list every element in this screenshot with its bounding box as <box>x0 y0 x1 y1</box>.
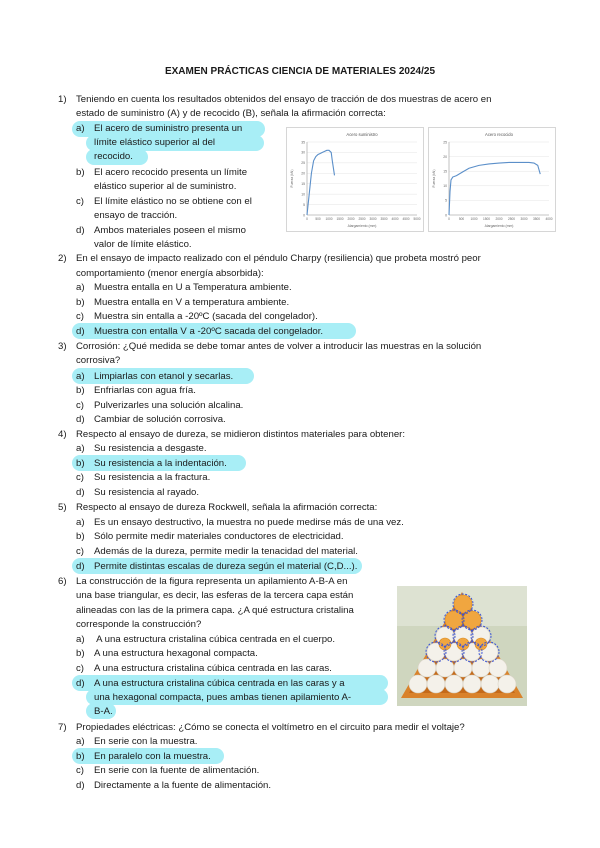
x-tick-label: 4000 <box>391 217 399 221</box>
q4-option-d: d) Su resistencia al rayado. <box>76 487 200 498</box>
y-tick-label: 5 <box>445 198 447 203</box>
q1-option-a-line2: límite elástico superior al del <box>94 137 216 148</box>
q1-text-line1: Teniendo en cuenta los resultados obtenidos del ensayo de tracción de dos muestras de acero en <box>76 94 492 105</box>
x-axis-label: Alargamiento (mm) <box>347 224 377 228</box>
q7-option-d: d) Directamente a la fuente de alimentación. <box>76 780 272 791</box>
q3-option-c: c) Pulverizarles una solución alcalina. <box>76 400 244 411</box>
y-axis-label: Fuerza (kN) <box>432 169 436 188</box>
y-tick-label: 20 <box>443 154 447 159</box>
q2-option-c: c) Muestra sin entalla a -20ºC (sacada del congelador). <box>76 311 318 322</box>
q6-text-line1: La construcción de la figura representa un apilamiento A-B-A en <box>76 576 348 587</box>
q6-option-c: c) A una estructura cristalina cúbica centrada en las caras. <box>76 663 332 674</box>
q2-text-line2: comportamiento (menor energía absorbida): <box>76 268 264 279</box>
q3-option-d: d) Cambiar de solución corrosiva. <box>76 414 226 425</box>
q7-text-line1: Propiedades eléctricas: ¿Cómo se conecta el voltímetro en el circuito para medir el voltaje? <box>76 722 465 733</box>
q6-text-line2: una base triangular, es decir, las esferas de la tercera capa están <box>76 590 354 601</box>
q7-number: 7) <box>58 722 67 733</box>
q2-option-b: b) Muestra entalla en V a temperatura ambiente. <box>76 297 290 308</box>
q5-text-line1: Respecto al ensayo de dureza Rockwell, señala la afirmación correcta: <box>76 502 378 513</box>
x-tick-label: 4500 <box>402 217 410 221</box>
q6-option-a: a) A una estructura cristalina cúbica centrada en el cuerpo. <box>76 634 336 645</box>
x-tick-label: 3500 <box>380 217 388 221</box>
x-tick-label: 1500 <box>482 217 491 221</box>
q2-number: 2) <box>58 253 67 264</box>
y-tick-label: 15 <box>443 169 447 174</box>
q3-number: 3) <box>58 341 67 352</box>
y-tick-label: 15 <box>301 182 305 187</box>
q6-number: 6) <box>58 576 67 587</box>
x-tick-label: 500 <box>315 217 321 221</box>
x-tick-label: 5000 <box>413 217 421 221</box>
q3-text-line1: Corrosión: ¿Qué medida se debe tomar antes de volver a introducir las muestras en la solución <box>76 341 482 352</box>
q3-text-line2: corrosiva? <box>76 355 121 366</box>
q1-option-a-line3: recocido. <box>94 151 133 162</box>
q4-number: 4) <box>58 429 67 440</box>
y-tick-label: 20 <box>301 171 305 176</box>
q2-option-d: d) Muestra con entalla V a -20ºC sacada del congelador. <box>76 326 324 337</box>
x-tick-label: 4000 <box>545 217 553 221</box>
chart-suministro <box>286 127 424 232</box>
x-tick-label: 1000 <box>325 217 333 221</box>
y-tick-label: 0 <box>303 213 305 218</box>
chart-suministro-svg <box>287 128 423 231</box>
q1-text-line2: estado de suministro (A) y de recocido (B), señala la afirmación correcta: <box>76 108 386 119</box>
q4-option-b: b) Su resistencia a la indentación. <box>76 458 227 469</box>
q5-option-c: c) Además de la dureza, permite medir la tenacidad del material. <box>76 546 358 557</box>
q4-option-a: a) Su resistencia a desgaste. <box>76 443 207 454</box>
q6-text-line3: alineadas con las de la primera capa. ¿A qué estructura cristalina <box>76 605 354 616</box>
sphere-stacking-image <box>397 586 527 706</box>
q1-option-c-line2: ensayo de tracción. <box>94 210 178 221</box>
y-tick-label: 10 <box>301 192 305 197</box>
x-tick-label: 2500 <box>507 217 516 221</box>
y-axis-label: Fuerza (kN) <box>290 169 294 188</box>
x-tick-label: 3000 <box>369 217 377 221</box>
q1-option-b-line2: elástico superior al de suministro. <box>94 181 237 192</box>
q4-text-line1: Respecto al ensayo de dureza, se midieron distintos materiales para obtener: <box>76 429 406 440</box>
chart-title: Acero recocido <box>485 132 513 137</box>
chart-title: Acero suministro <box>346 132 378 137</box>
y-tick-label: 35 <box>301 140 305 145</box>
y-tick-label: 30 <box>301 150 305 155</box>
q6-option-d: d) A una estructura cristalina cúbica centrada en las caras y a <box>76 678 345 689</box>
series-line <box>307 150 335 215</box>
x-tick-label: 2000 <box>347 217 355 221</box>
y-tick-label: 25 <box>301 161 305 166</box>
x-tick-label: 0 <box>306 217 308 221</box>
q2-option-a: a) Muestra entalla en U a Temperatura ambiente. <box>76 282 292 293</box>
y-tick-label: 25 <box>443 140 447 145</box>
x-tick-label: 500 <box>458 217 465 221</box>
q7-option-a: a) En serie con la muestra. <box>76 736 198 747</box>
q1-option-d: d) Ambos materiales poseen el mismo <box>76 225 246 236</box>
q4-option-c: c) Su resistencia a la fractura. <box>76 472 211 483</box>
y-tick-label: 10 <box>443 184 447 189</box>
q3-option-b: b) Enfriarlas con agua fría. <box>76 385 196 396</box>
x-tick-label: 3000 <box>520 217 528 221</box>
q6-option-b: b) A una estructura hexagonal compacta. <box>76 648 258 659</box>
q1-option-a: a) El acero de suministro presenta un <box>76 123 243 134</box>
chart-recocido <box>428 127 556 232</box>
q1-option-d-line2: valor de límite elástico. <box>94 239 192 250</box>
chart-recocido-svg <box>429 128 555 231</box>
q1-number: 1) <box>58 94 67 105</box>
series-line <box>449 162 540 215</box>
q5-option-a: a) Es un ensayo destructivo, la muestra no puede medirse más de una vez. <box>76 517 404 528</box>
sphere-stacking-photo <box>397 586 527 706</box>
q7-option-c: c) En serie con la fuente de alimentación. <box>76 765 260 776</box>
q6-text-line4: corresponde la construcción? <box>76 619 202 630</box>
q7-option-b: b) En paralelo con la muestra. <box>76 751 211 762</box>
y-tick-label: 0 <box>445 213 447 218</box>
q6-option-d-line3: B-A. <box>94 706 113 717</box>
q2-text-line1: En el ensayo de impacto realizado con el péndulo Charpy (resiliencia) que probeta mostró peor <box>76 253 481 264</box>
x-tick-label: 2500 <box>358 217 366 221</box>
q1-option-b: b) El acero recocido presenta un límite <box>76 167 248 178</box>
q3-option-a: a) Limpiarlas con etanol y secarlas. <box>76 371 234 382</box>
q5-number: 5) <box>58 502 67 513</box>
q5-option-b: b) Sólo permite medir materiales conductores de electricidad. <box>76 531 344 542</box>
x-tick-label: 1000 <box>470 217 478 221</box>
q5-option-d: d) Permite distintas escalas de dureza según el material (C,D...). <box>76 561 358 572</box>
q6-option-d-line2: una hexagonal compacta, pues ambas tienen apilamiento A- <box>94 692 352 703</box>
x-tick-label: 1500 <box>336 217 344 221</box>
x-tick-label: 3500 <box>532 217 541 221</box>
exam-title: EXAMEN PRÁCTICAS CIENCIA DE MATERIALES 2024/25 <box>164 66 436 77</box>
x-axis-label: Alargamiento (mm) <box>484 224 514 228</box>
x-tick-label: 0 <box>448 217 450 221</box>
y-tick-label: 5 <box>303 202 305 207</box>
x-tick-label: 2000 <box>495 217 503 221</box>
q1-option-c: c) El límite elástico no se obtiene con el <box>76 196 252 207</box>
